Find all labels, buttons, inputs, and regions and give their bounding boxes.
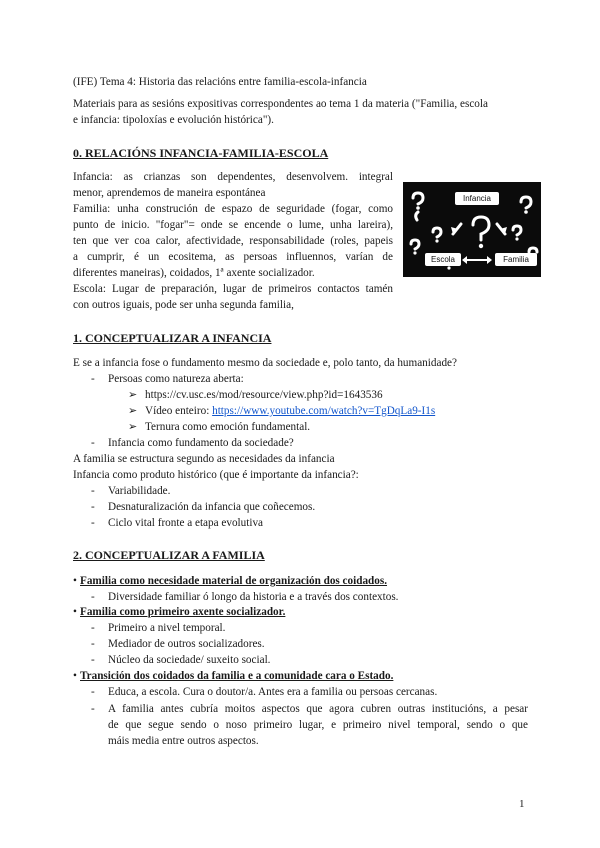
question-mark-icon <box>473 217 489 240</box>
bullet-icon: • <box>73 670 77 682</box>
section-0-line: menor, aprendemos de maneira espontánea <box>73 187 266 199</box>
dash-marker: - <box>91 703 95 715</box>
dash-marker: - <box>91 373 95 385</box>
section-2-heading: Familia como primeiro axente socializador. <box>80 606 286 618</box>
section-2-title: 2. CONCEPTUALIZAR A FAMILIA <box>73 548 265 562</box>
list-item-line: de que segue sendo o noso primeiro lugar, e primeiro nivel temporal, sendo o que <box>108 719 528 731</box>
dash-marker: - <box>91 517 95 529</box>
list-item-line: A familia antes cubría moitos aspectos que agora cubren outras institucións, a pesar <box>108 703 528 715</box>
sub-item: Ternura como emoción fundamental. <box>145 421 311 433</box>
section-1-line: A familia se estructura segundo as necesidades da infancia <box>73 453 335 465</box>
section-0-line: Escola: Lugar de preparación, lugar de primeiros contactos tamén <box>73 283 393 295</box>
section-0-line: a cumprir, é un ecositema, as persoas influennos, varían de <box>73 251 393 263</box>
question-mark-icon <box>521 197 531 208</box>
list-item: Primeiro a nivel temporal. <box>108 622 226 634</box>
section-0-line: Familia: unha construción de espazo de seguridade (fogar, como <box>73 203 393 215</box>
section-0-line: diferentes maneiras), coidados, 1ª axente socializador. <box>73 267 315 279</box>
arrow-bullet-icon: ➢ <box>128 421 138 433</box>
list-item: Ciclo vital fronte a etapa evolutiva <box>108 517 264 529</box>
arrow-bullet-icon: ➢ <box>128 389 138 401</box>
question-mark-icon <box>433 228 441 237</box>
dash-marker: - <box>91 501 95 513</box>
video-line <box>145 404 435 420</box>
section-0-line: ten que ver coa calor, afectividade, responsabilidade (roles, papeis <box>73 235 393 247</box>
familia-label: Familia <box>495 253 537 266</box>
dash-marker: - <box>91 686 95 698</box>
section-0-line: punto de inicio. "fogar"= onde se encende o lume, unha lareira), <box>73 219 393 231</box>
dash-marker: - <box>91 591 95 603</box>
video-prefix: Vídeo enteiro: <box>145 405 213 417</box>
list-item: Mediador de outros socializadores. <box>108 638 265 650</box>
arrow-bullet-icon: ➢ <box>128 405 138 417</box>
page-number: 1 <box>519 798 525 810</box>
list-item: Desnaturalización da infancia que coñecemos. <box>108 501 316 513</box>
section-2-heading: Familia como necesidade material de organización dos coidados. <box>80 575 388 587</box>
list-item: Educa, a escola. Cura o doutor/a. Antes era a familia ou persoas cercanas. <box>108 686 438 698</box>
resource-url: https://cv.usc.es/mod/resource/view.php?id=1643536 <box>145 389 383 401</box>
question-mark-icon <box>416 212 418 220</box>
question-mark-icon <box>411 240 419 249</box>
section-1-title: 1. CONCEPTUALIZAR A INFANCIA <box>73 331 272 345</box>
list-item: Variabilidade. <box>108 485 171 497</box>
dash-marker: - <box>91 622 95 634</box>
list-item: Núcleo da sociedade/ suxeito social. <box>108 654 271 666</box>
list-item: Infancia como fundamento da sociedade? <box>108 437 294 449</box>
intro-line-2: e infancia: tipoloxías e evolución histórica"). <box>73 114 274 126</box>
section-0-line: con outros iguais, pode ser unha segunda familia, <box>73 299 294 311</box>
section-0-title: 0. RELACIÓNS INFANCIA-FAMILIA-ESCOLA <box>73 146 329 160</box>
question-mark-icon <box>413 193 423 204</box>
dash-marker: - <box>91 654 95 666</box>
section-1-question: E se a infancia fose o fundamento mesmo da sociedade e, polo tanto, da humanidade? <box>73 357 457 369</box>
dash-marker: - <box>91 485 95 497</box>
list-item: Persoas como natureza aberta: <box>108 373 244 385</box>
list-item-line: máis media entre outros aspectos. <box>108 735 259 747</box>
question-mark-icon <box>513 226 521 235</box>
intro-line-1: Materiais para as sesións expositivas correspondentes ao tema 1 da materia ("Familia, escola <box>73 98 488 110</box>
section-1-line: Infancia como produto histórico (que é importante da infancia?: <box>73 469 359 481</box>
bullet-icon: • <box>73 606 77 618</box>
section-2-heading: Transición dos coidados da familia e a comunidade cara o Estado. <box>80 670 394 682</box>
document-header: (IFE) Tema 4: Historia das relacións entre familia-escola-infancia <box>73 76 367 88</box>
dash-marker: - <box>91 437 95 449</box>
dash-marker: - <box>91 638 95 650</box>
question-mark-icon <box>529 248 537 252</box>
youtube-link[interactable]: https://www.youtube.com/watch?v=TgDqLa9-I1s <box>212 405 436 417</box>
escola-label: Escola <box>425 253 461 266</box>
infancia-familia-escola-image <box>403 182 541 277</box>
list-item: Diversidade familiar ó longo da historia e a través dos contextos. <box>108 591 399 603</box>
bullet-icon: • <box>73 575 77 587</box>
infancia-label: Infancia <box>455 192 499 205</box>
section-0-line: Infancia: as crianzas son dependentes, desenvolvem. integral <box>73 171 393 183</box>
